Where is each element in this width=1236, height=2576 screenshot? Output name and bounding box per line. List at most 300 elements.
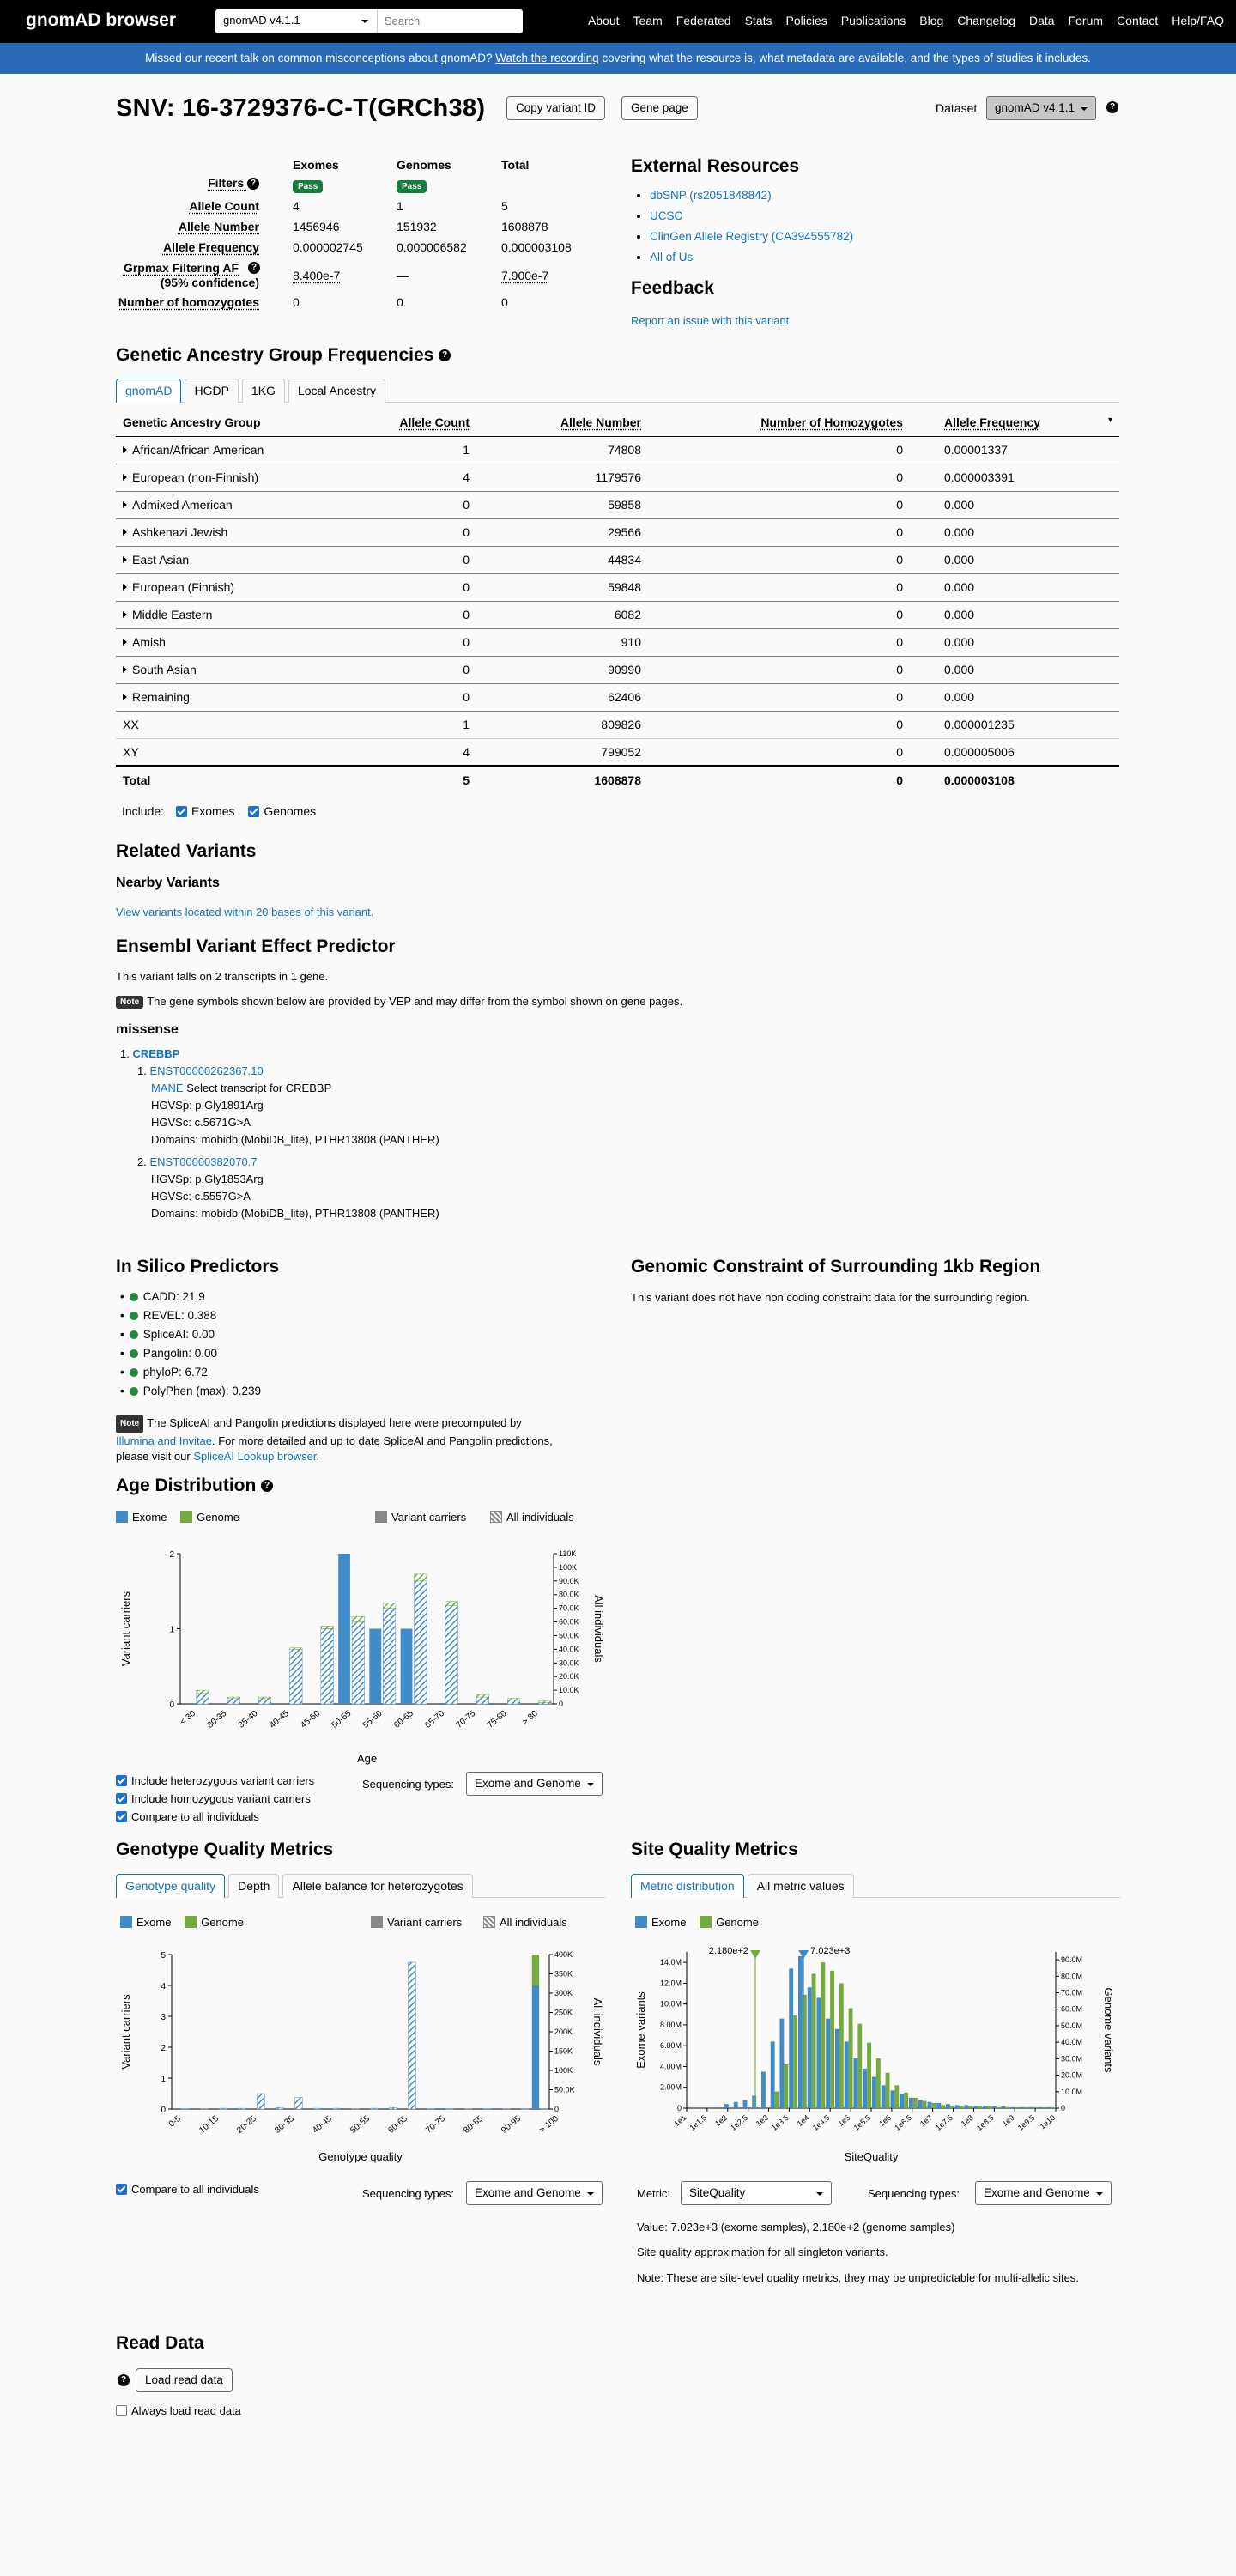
predictor-spliceai: • SpliceAI: 0.00 — [120, 1328, 261, 1347]
x-tick-label: 65-70 — [423, 1708, 447, 1730]
dataset-dropdown[interactable]: gnomAD v4.1.1 — [986, 96, 1096, 120]
summary-value-allele-count-2: 5 — [501, 199, 508, 213]
summary-value-allele-count-0: 4 — [293, 199, 300, 213]
ancestry-cell: 1 — [463, 443, 470, 457]
expand-caret-icon[interactable] — [123, 694, 127, 700]
nearby-title: Nearby Variants — [116, 876, 220, 890]
main-nav — [574, 14, 1224, 27]
illumina-link[interactable]: Illumina and Invitae — [116, 1434, 213, 1447]
genome-all-bar — [321, 1626, 334, 1628]
variant-id: 16-3729376-C-T(GRCh38) — [182, 94, 486, 122]
x-tick-label: 1e8 — [959, 2112, 975, 2129]
genome-bar — [931, 2103, 936, 2108]
exome-all-bar — [321, 1629, 334, 1705]
link-all-of-us[interactable]: • All of Us — [650, 251, 853, 271]
age-title: Age Distribution ? — [116, 1476, 273, 1496]
transcript-link-1[interactable]: ENST00000262367.10 — [149, 1064, 264, 1077]
exome-bar — [909, 2098, 913, 2108]
tab-all-metric-values[interactable]: All metric values — [748, 1874, 854, 1898]
nav-blog[interactable]: Blog — [919, 14, 944, 27]
age-help-icon[interactable]: ? — [261, 1480, 273, 1492]
genome-all-bar — [227, 1697, 240, 1699]
y2-tick-label: 350K — [554, 1969, 573, 1979]
nav-policies[interactable]: Policies — [785, 14, 827, 27]
x-axis-label: Age — [356, 1752, 378, 1765]
y2-tick-label: 90.0M — [1061, 1955, 1083, 1965]
all-individuals-bar — [219, 2108, 227, 2109]
ancestry-help-icon[interactable]: ? — [439, 349, 451, 361]
nav-changelog[interactable]: Changelog — [957, 14, 1016, 27]
x-tick-label: 1e7.5 — [934, 2112, 954, 2133]
title-prefix: SNV: — [116, 94, 175, 122]
exome-bar — [872, 2077, 876, 2108]
th-allele-number[interactable]: Allele Number — [476, 409, 648, 436]
search-input[interactable]: Search — [378, 9, 523, 33]
ancestry-cell: 0.000 — [944, 635, 975, 649]
x-tick-label: 1e4.5 — [810, 2112, 832, 2133]
x-axis-label: SiteQuality — [844, 2150, 899, 2163]
predictor-phylop: • phyloP: 6.72 — [120, 1366, 261, 1385]
ancestry-cell: 0.000001235 — [944, 718, 1015, 731]
mane-link[interactable]: MANE — [151, 1082, 184, 1094]
nav-stats[interactable]: Stats — [744, 14, 772, 27]
table-row-sex — [116, 711, 1119, 738]
nav-team[interactable]: Team — [633, 14, 663, 27]
summary-label-allele-frequency: Allele Frequency — [162, 240, 259, 254]
summary-value-allele-frequency-0: 0.000002745 — [293, 240, 363, 254]
y-tick-label: 1 — [169, 1625, 174, 1635]
x-tick-label: 30-35 — [273, 2113, 296, 2136]
dataset-select[interactable]: gnomAD v4.1.1 — [215, 9, 378, 33]
table-row[interactable] — [116, 628, 1119, 656]
y2-tick-label: 80.0K — [559, 1590, 579, 1599]
genome-all-bar — [507, 1699, 520, 1700]
age-seq-select[interactable]: Exome and Genome — [466, 1772, 603, 1796]
expand-caret-icon[interactable] — [123, 639, 127, 646]
exome-bar — [854, 2058, 858, 2108]
genome-all-bar — [383, 1603, 396, 1608]
gq-seq-label: Sequencing types: — [362, 2187, 454, 2200]
ancestry-cell: South Asian — [132, 663, 197, 676]
ancestry-cell: 4 — [463, 470, 470, 484]
y2-tick-label: 50.0M — [1061, 2021, 1083, 2030]
nav-help[interactable]: Help/FAQ — [1172, 14, 1224, 27]
always-load-checkbox[interactable]: Always load read data — [116, 2404, 241, 2417]
table-row[interactable] — [116, 601, 1119, 628]
dataset-help-icon[interactable]: ? — [1106, 101, 1118, 113]
read-data-title: Read Data — [116, 2333, 204, 2353]
x-tick-label: 40-45 — [311, 2113, 334, 2136]
summary-label-allele-count: Allele Count — [189, 199, 259, 213]
genome-bar — [950, 2106, 954, 2108]
exome-bar — [992, 2106, 997, 2108]
y2-tick-label: 10.0K — [559, 1686, 579, 1695]
y2-tick-label: 20.0M — [1061, 2070, 1083, 2080]
site-legend — [635, 1916, 759, 1929]
exome-bar — [1029, 2107, 1033, 2108]
ancestry-cell: 0 — [896, 608, 903, 621]
banner-link[interactable]: Watch the recording — [495, 52, 599, 64]
gq-legend-exome: Exome — [120, 1916, 171, 1929]
x-tick-label: 80-85 — [462, 2113, 485, 2136]
table-row[interactable] — [116, 683, 1119, 711]
tab-local-ancestry[interactable]: Local Ancestry — [288, 379, 385, 403]
y-tick-label: 2 — [169, 1550, 174, 1560]
ancestry-cell: 0.000005006 — [944, 744, 1015, 759]
ancestry-cell: 0.000003391 — [944, 470, 1015, 484]
nav-forum[interactable]: Forum — [1068, 14, 1104, 27]
table-row[interactable] — [116, 518, 1119, 546]
constraint-title: Genomic Constraint of Surrounding 1kb Region — [631, 1257, 1041, 1276]
y2-tick-label: 60.0K — [559, 1617, 579, 1627]
predictor-polyphen: • PolyPhen (max): 0.239 — [120, 1385, 261, 1403]
genome-bar — [803, 1995, 807, 2108]
tab-metric-distribution[interactable]: Metric distribution — [631, 1874, 744, 1898]
genome-all-bar — [445, 1602, 458, 1606]
age-seq-label: Sequencing types: — [362, 1778, 454, 1791]
predictor-pangolin: • Pangolin: 0.00 — [120, 1347, 261, 1366]
load-read-data-button[interactable]: Load read data — [136, 2368, 233, 2392]
nav-about[interactable]: About — [587, 14, 620, 27]
ancestry-cell: 0 — [463, 525, 470, 539]
ancestry-cell: Amish — [132, 635, 166, 649]
insilico-note: Note The SpliceAI and Pangolin predictions displayed here were precomputed by Illumina and Invitae. For more detailed and up to date SpliceAI and Pangolin predictions, please visit our SpliceAI Lookup browser. — [116, 1416, 553, 1463]
compare-all-checkbox[interactable]: Compare to all individuals — [116, 1808, 314, 1826]
x-tick-label: 1e9.5 — [1015, 2112, 1037, 2133]
ancestry-cell: 0 — [896, 744, 903, 759]
exome-all-bar — [197, 1693, 209, 1704]
y-axis-label: Exome variants — [634, 1991, 647, 2069]
exome-bar — [1010, 2107, 1015, 2108]
y-tick-label: 2 — [161, 2044, 166, 2053]
x-tick-label: 60-65 — [386, 2113, 409, 2136]
genome-bar — [1051, 2107, 1056, 2108]
gq-compare-checkbox[interactable]: Compare to all individuals — [116, 2183, 259, 2196]
y-tick-label: 10.0M — [659, 1999, 682, 2009]
vep-title: Ensembl Variant Effect Predictor — [116, 936, 396, 956]
ancestry-cell: 0.000003108 — [944, 773, 1015, 787]
y2-tick-label: 30.0K — [559, 1658, 579, 1668]
tab-allele-balance[interactable]: Allele balance for heterozygotes — [282, 1874, 472, 1898]
th-group[interactable]: Genetic Ancestry Group — [116, 409, 365, 436]
col-exomes: Exomes — [293, 158, 339, 172]
expand-caret-icon[interactable] — [123, 529, 127, 536]
summary-value-grpmax-af-1: — — [397, 269, 409, 282]
genome-bar — [1005, 2107, 1009, 2108]
exome-all-bar — [258, 1699, 271, 1704]
ancestry-cell: 0.000 — [944, 553, 975, 567]
insilico-title: In Silico Predictors — [116, 1257, 280, 1276]
tab-depth[interactable]: Depth — [228, 1874, 279, 1898]
vep-note: Note The gene symbols shown below are provided by VEP and may differ from the symbol shown on gene pages. — [116, 995, 682, 1009]
x-tick-label: 50-55 — [330, 1708, 354, 1730]
het-carriers-checkbox[interactable]: Include heterozygous variant carriers — [116, 1772, 314, 1790]
nav-data[interactable]: Data — [1029, 14, 1055, 27]
exome-carrier-bar — [338, 1554, 350, 1704]
ancestry-table — [116, 409, 1119, 793]
filters-help-icon[interactable]: ? — [247, 178, 259, 190]
table-row[interactable] — [116, 464, 1119, 491]
tab-hgdp[interactable]: HGDP — [185, 379, 238, 403]
consequence-title: missense — [116, 1022, 179, 1037]
include-row — [122, 804, 316, 818]
summary-label-grpmax-af: Grpmax Filtering AF — [123, 261, 239, 275]
ancestry-cell: 0 — [896, 580, 903, 594]
x-tick-label: 1e2 — [713, 2112, 730, 2129]
exome-all-bar — [445, 1605, 458, 1704]
genome-bar — [1042, 2107, 1046, 2108]
x-tick-label: 75-80 — [485, 1708, 509, 1730]
grpmax-help-icon[interactable]: ? — [248, 262, 260, 274]
ancestry-tabs — [116, 379, 1119, 403]
ancestry-cell: 4 — [463, 744, 470, 759]
tab-gnomad[interactable]: gnomAD — [116, 379, 181, 403]
exome-bar — [798, 1956, 803, 2108]
x-tick-label: > 100 — [537, 2113, 560, 2136]
site-seq-select[interactable]: Exome and Genome — [975, 2181, 1112, 2205]
x-tick-label: 1e6 — [877, 2112, 894, 2129]
x-tick-label: 1e3 — [754, 2112, 770, 2129]
legend-all-individuals: All individuals — [490, 1511, 574, 1524]
table-row[interactable] — [116, 436, 1119, 464]
expand-caret-icon[interactable] — [123, 666, 127, 673]
genome-marker-label: 2.180e+2 — [708, 1946, 749, 1956]
expand-caret-icon[interactable] — [123, 501, 127, 508]
x-tick-label: < 30 — [178, 1708, 198, 1727]
page-title — [116, 94, 485, 123]
dataset-label: Dataset — [936, 101, 978, 115]
ancestry-cell: 0.000 — [944, 525, 975, 539]
y-tick-label: 0 — [161, 2106, 166, 2115]
y2-axis-label: All individuals — [592, 1595, 605, 1663]
ancestry-cell: 59858 — [608, 498, 641, 512]
expand-caret-icon[interactable] — [123, 584, 127, 591]
x-tick-label: 1e6.5 — [893, 2112, 914, 2133]
nav-federated[interactable]: Federated — [676, 14, 731, 27]
ancestry-cell: 0.000 — [944, 498, 975, 512]
x-tick-label: 20-25 — [235, 2113, 258, 2136]
genome-bar — [941, 2105, 945, 2108]
summary-value-allele-number-1: 151932 — [397, 220, 437, 233]
summary-value-grpmax-af-0[interactable]: 8.400e-7 — [293, 269, 341, 282]
y2-tick-label: 50.0K — [559, 1631, 579, 1640]
exome-all-bar — [352, 1622, 365, 1704]
exome-bar — [983, 2106, 987, 2108]
legend-exome: Exome — [116, 1511, 167, 1524]
hgvsc-1: HGVSc: c.5671G>A — [151, 1116, 251, 1129]
all-individuals-bar — [257, 2094, 264, 2109]
ancestry-cell: 0 — [463, 690, 470, 704]
genome-bar — [894, 2085, 899, 2108]
genome-bar — [997, 2107, 1001, 2108]
tab-1kg[interactable]: 1KG — [242, 379, 285, 403]
ancestry-cell: XY — [123, 744, 139, 759]
ancestry-cell: 5 — [463, 773, 470, 787]
genome-bar — [775, 2092, 779, 2108]
ancestry-cell: European (non-Finnish) — [132, 470, 259, 484]
legend-variant-carriers: Variant carriers — [375, 1511, 466, 1524]
include-label: Include: — [122, 804, 165, 818]
genome-bar — [1015, 2107, 1019, 2108]
expand-caret-icon[interactable] — [123, 474, 127, 481]
ancestry-cell: Admixed American — [132, 498, 233, 512]
ancestry-cell: East Asian — [132, 553, 190, 567]
sq-legend-genome: Genome — [700, 1916, 759, 1929]
table-row[interactable] — [116, 656, 1119, 683]
report-issue-link[interactable]: Report an issue with this variant — [631, 314, 790, 327]
link-dbsnp[interactable]: • dbSNP (rs2051848842) — [650, 189, 853, 209]
x-axis-label: Genotype quality — [318, 2150, 403, 2163]
gene-page-button[interactable]: Gene page — [621, 96, 698, 120]
ancestry-cell: 0 — [896, 635, 903, 649]
predictor-cadd: • CADD: 21.9 — [120, 1290, 261, 1309]
ancestry-cell: 0 — [896, 663, 903, 676]
metric-label: Metric: — [637, 2187, 670, 2200]
x-tick-label: 30-35 — [205, 1708, 229, 1730]
nearby-link[interactable]: View variants located within 20 bases of this variant. — [116, 906, 374, 918]
col-genomes: Genomes — [397, 158, 451, 172]
genome-bar — [978, 2106, 982, 2108]
transcript-link-2[interactable]: ENST00000382070.7 — [149, 1155, 258, 1168]
th-allele-frequency[interactable]: Allele Frequency ▾ — [910, 409, 1119, 436]
all-individuals-bar — [389, 2107, 397, 2109]
ancestry-cell: 0 — [896, 443, 903, 457]
link-clingen[interactable]: • ClinGen Allele Registry (CA394555782) — [650, 230, 853, 251]
domains-1: Domains: mobidb (MobiDB_lite), PTHR13808 (PANTHER) — [151, 1133, 439, 1146]
exome-marker-label: 7.023e+3 — [810, 1946, 851, 1956]
genome-bar — [812, 1973, 816, 2108]
y2-axis-label: Genome variants — [1102, 1987, 1115, 2073]
summary-value-homozygotes-2: 0 — [501, 295, 508, 309]
summary-value-grpmax-af-2[interactable]: 7.900e-7 — [501, 269, 549, 282]
expand-caret-icon[interactable] — [123, 611, 127, 618]
exome-bar — [965, 2105, 969, 2108]
exome-bar — [743, 2100, 748, 2108]
include-exomes-checkbox[interactable]: Exomes — [176, 804, 235, 818]
summary-value-allele-number-2: 1608878 — [501, 220, 548, 233]
x-tick-label: 1e4 — [795, 2112, 811, 2129]
y-tick-label: 4.00M — [659, 2062, 682, 2071]
x-tick-label: 90-95 — [500, 2113, 523, 2136]
hom-carriers-checkbox[interactable]: Include homozygous variant carriers — [116, 1790, 314, 1808]
all-individuals-bar — [370, 2108, 378, 2109]
y-tick-label: 2.00M — [659, 2082, 682, 2092]
x-tick-label: > 80 — [520, 1708, 540, 1727]
genome-bar — [857, 2024, 862, 2108]
ancestry-cell: African/African American — [132, 443, 264, 457]
ancestry-cell: 910 — [621, 635, 641, 649]
ancestry-cell: 0 — [896, 718, 903, 731]
nav-publications[interactable]: Publications — [840, 14, 906, 27]
spliceai-lookup-link[interactable]: SpliceAI Lookup browser — [193, 1450, 317, 1463]
table-row[interactable] — [116, 573, 1119, 601]
gene-link-crebbp[interactable]: CREBBP — [132, 1047, 180, 1060]
nav-contact[interactable]: Contact — [1117, 14, 1159, 27]
expand-caret-icon[interactable] — [123, 556, 127, 563]
exome-bar — [882, 2085, 886, 2108]
ancestry-cell: XX — [123, 718, 139, 731]
exome-carrier-bar — [369, 1629, 381, 1705]
ancestry-cell: 0 — [463, 635, 470, 649]
tab-genotype-quality[interactable]: Genotype quality — [116, 1874, 225, 1898]
ancestry-cell: 0.000 — [944, 608, 975, 621]
exomes-filter-badge: Pass — [293, 178, 323, 193]
ancestry-cell: 0.000 — [944, 690, 975, 704]
ancestry-cell: Ashkenazi Jewish — [132, 525, 228, 539]
y-tick-label: 0 — [676, 2104, 682, 2112]
ancestry-cell: 0 — [896, 690, 903, 704]
gq-legend-genome: Genome — [185, 1916, 244, 1929]
all-individuals-bar — [408, 1962, 415, 2109]
exome-bar — [918, 2100, 923, 2108]
y2-tick-label: 50.0K — [554, 2085, 575, 2094]
x-tick-label: 50-55 — [348, 2113, 372, 2136]
include-genomes-checkbox[interactable]: Genomes — [248, 804, 316, 818]
announcement-banner — [0, 43, 1236, 74]
site-seq-label: Sequencing types: — [868, 2187, 960, 2200]
table-row[interactable] — [116, 546, 1119, 573]
y-tick-label: 8.00M — [659, 2020, 682, 2029]
genome-all-bar — [290, 1648, 303, 1650]
vep-intro: This variant falls on 2 transcripts in 1 gene. — [116, 970, 329, 983]
exome-bar — [789, 1968, 793, 2108]
th-homozygotes[interactable]: Number of Homozygotes — [648, 409, 910, 436]
brand-logo[interactable]: gnomAD browser — [26, 10, 177, 30]
table-row[interactable] — [116, 491, 1119, 518]
x-tick-label: 1e8.5 — [974, 2112, 996, 2133]
x-tick-label: 10-15 — [197, 2113, 221, 2136]
genotype-tabs — [116, 1874, 605, 1898]
x-tick-label: 1e5 — [836, 2112, 852, 2129]
gq-seq-select[interactable]: Exome and Genome — [466, 2181, 603, 2205]
summary-value-allele-number-0: 1456946 — [293, 220, 340, 233]
exome-bar — [928, 2102, 932, 2108]
y2-tick-label: 100K — [554, 2066, 573, 2075]
y-tick-label: 0 — [169, 1700, 174, 1710]
y-tick-label: 12.0M — [659, 1979, 682, 1988]
ancestry-cell: 0.00001337 — [944, 443, 1008, 457]
predictor-revel: • REVEL: 0.388 — [120, 1309, 261, 1328]
expand-caret-icon[interactable] — [123, 446, 127, 453]
ancestry-cell: 0 — [463, 608, 470, 621]
link-ucsc[interactable]: • UCSC — [650, 209, 853, 230]
age-options — [116, 1772, 314, 1826]
genotype-title: Genotype Quality Metrics — [116, 1840, 334, 1859]
col-total: Total — [501, 158, 530, 172]
read-data-help-icon[interactable]: ? — [118, 2374, 130, 2386]
y2-tick-label: 0 — [554, 2105, 560, 2113]
exome-bar — [955, 2105, 960, 2108]
mane-text: Select transcript for CREBBP — [186, 1082, 332, 1094]
ancestry-cell: 29566 — [608, 525, 641, 539]
summary-value-allele-count-1: 1 — [397, 199, 403, 213]
x-tick-label: 1e1.5 — [688, 2112, 709, 2133]
gq-legend-all-individuals: All individuals — [483, 1916, 567, 1929]
exome-bar — [863, 2069, 867, 2108]
exome-bar — [780, 2019, 785, 2108]
th-allele-count[interactable]: Allele Count — [365, 409, 476, 436]
metric-select[interactable]: SiteQuality — [681, 2181, 832, 2205]
grpmax-label-confidence: (95% confidence) — [160, 276, 259, 289]
exome-bar — [936, 2103, 941, 2108]
genome-bar — [960, 2106, 964, 2108]
exome-all-bar — [383, 1609, 396, 1704]
filters-label: Filters ? — [208, 176, 259, 190]
genome-bar — [923, 2101, 927, 2108]
ancestry-cell: 44834 — [608, 553, 641, 567]
genotype-legend — [120, 1916, 601, 1929]
copy-variant-id-button[interactable]: Copy variant ID — [506, 96, 605, 120]
